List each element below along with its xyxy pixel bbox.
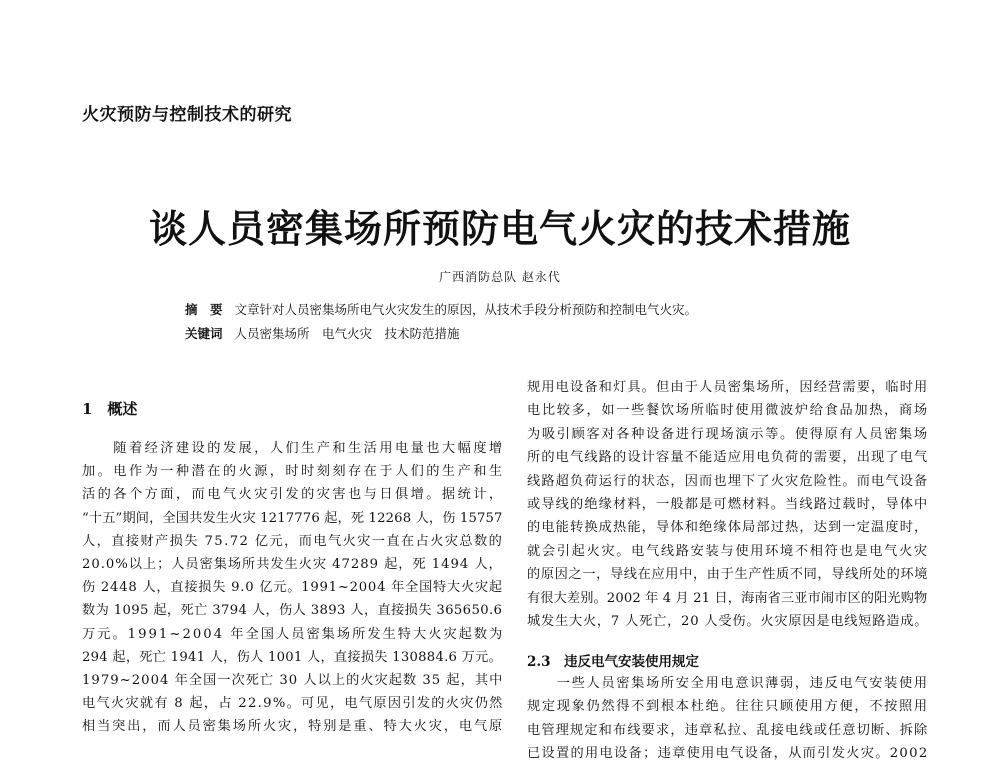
text-line: 20.0%以上；人员密集场所共发生火灾 47289 起，死 1494 人，: [82, 557, 503, 572]
text-line: “十五”期间，全国共发生火灾 1217776 起，死 12268 人，伤 15757: [82, 510, 503, 526]
text-line: 电气火灾就有 8 起，占 22.9%。可见，电气原因引发的火灾仍然: [82, 696, 504, 712]
text-line: 电管理规定和布线要求，违章私拉、乱接电线或任意切断、拆除: [527, 722, 929, 738]
text-line: 数为 1095 起，死亡 3794 人，伤人 3893 人，直接损失 365650.6: [82, 603, 503, 619]
text-line: 随着经济建设的发展，人们生产和生活用电量也大幅度增: [82, 441, 505, 456]
text-line: 活的各个方面，而电气火灾引发的灾害也与日俱增。据统计，: [82, 487, 505, 503]
text-line: 线路超负荷运行的状态，因而也埋下了火灾危险性。而电气设备: [527, 473, 929, 489]
text-line: 万元。1991~2004 年全国人员密集场所发生特大火灾起数为: [82, 626, 505, 642]
text-line: 相当突出，而人员密集场所火灾，特别是重、特大火灾，电气原: [82, 719, 505, 735]
keywords-label: 关键词: [185, 326, 223, 341]
abstract-label: 摘 要: [185, 302, 223, 317]
text-line: 规定现象仍然得不到根本杜绝。往往只顾使用方便，不按照用: [527, 699, 929, 715]
text-line: 294 起，死亡 1941 人，伤人 1001 人，直接损失 130884.6 万元。: [82, 649, 503, 665]
article-title: 谈人员密集场所预防电气火灾的技术措施: [148, 207, 851, 251]
text-line: 或导线的绝缘材料，一般都是可燃材料。当线路过载时，导体中: [527, 497, 929, 512]
section-2-3-heading: 2.3 违反电气安装使用规定: [527, 654, 699, 670]
series-title: 火灾预防与控制技术的研究: [82, 105, 292, 125]
text-line: 一些人员密集场所安全用电意识薄弱，违反电气安装使用: [527, 676, 929, 691]
text-line: 就会引起火灾。电气线路安装与使用环境不相符也是电气火灾: [527, 543, 929, 559]
text-line: 1979~2004 年全国一次死亡 30 人以上的火灾起数 35 起，其中: [82, 673, 504, 688]
text-line: 所的电气线路的设计容量不能适应用电负荷的需要，出现了电气: [527, 450, 929, 466]
text-line: 的原因之一，导线在应用中，由于生产性质不同，导线所处的环境: [527, 567, 929, 583]
text-line: 有很大差别。2002 年 4 月 21 日，海南省三亚市闹市区的阳光购物: [527, 590, 928, 606]
text-line: 加。电作为一种潜在的火源，时时刻刻存在于人们的生产和生: [82, 464, 505, 480]
text-line: 为吸引顾客对各种设备进行现场演示等。使得原有人员密集场: [527, 426, 929, 442]
text-line: 规用电设备和灯具。但由于人员密集场所，因经营需要，临时用: [527, 380, 929, 395]
keywords-text: 人员密集场所 电气火灾 技术防范措施: [234, 326, 460, 341]
text-line: 电比较多，如一些餐饮场所临时使用微波炉给食品加热，商场: [527, 403, 929, 419]
text-line: 的电能转换成热能，导体和绝缘体局部过热，达到一定温度时，: [527, 520, 929, 536]
abstract-text: 文章针对人员密集场所电气火灾发生的原因，从技术手段分析预防和控制电气火灾。: [234, 302, 698, 317]
section-1-heading: 1 概述: [82, 400, 138, 418]
text-line: 人，直接财产损失 75.72 亿元，而电气火灾一直在占火灾总数的: [82, 533, 504, 549]
text-line: 城发生大火，7 人死亡，20 人受伤。火灾原因是电线短路造成。: [527, 614, 929, 629]
keywords-row: [185, 324, 460, 344]
text-line: 已设置的用电设备；违章使用电气设备，从而引发火灾。2002: [527, 746, 929, 761]
article-authors: 广西消防总队 赵永代: [439, 270, 561, 284]
abstract-row: [185, 300, 697, 320]
text-line: 伤 2448 人，直接损失 9.0 亿元。1991~2004 年全国特大火灾起: [82, 580, 503, 596]
